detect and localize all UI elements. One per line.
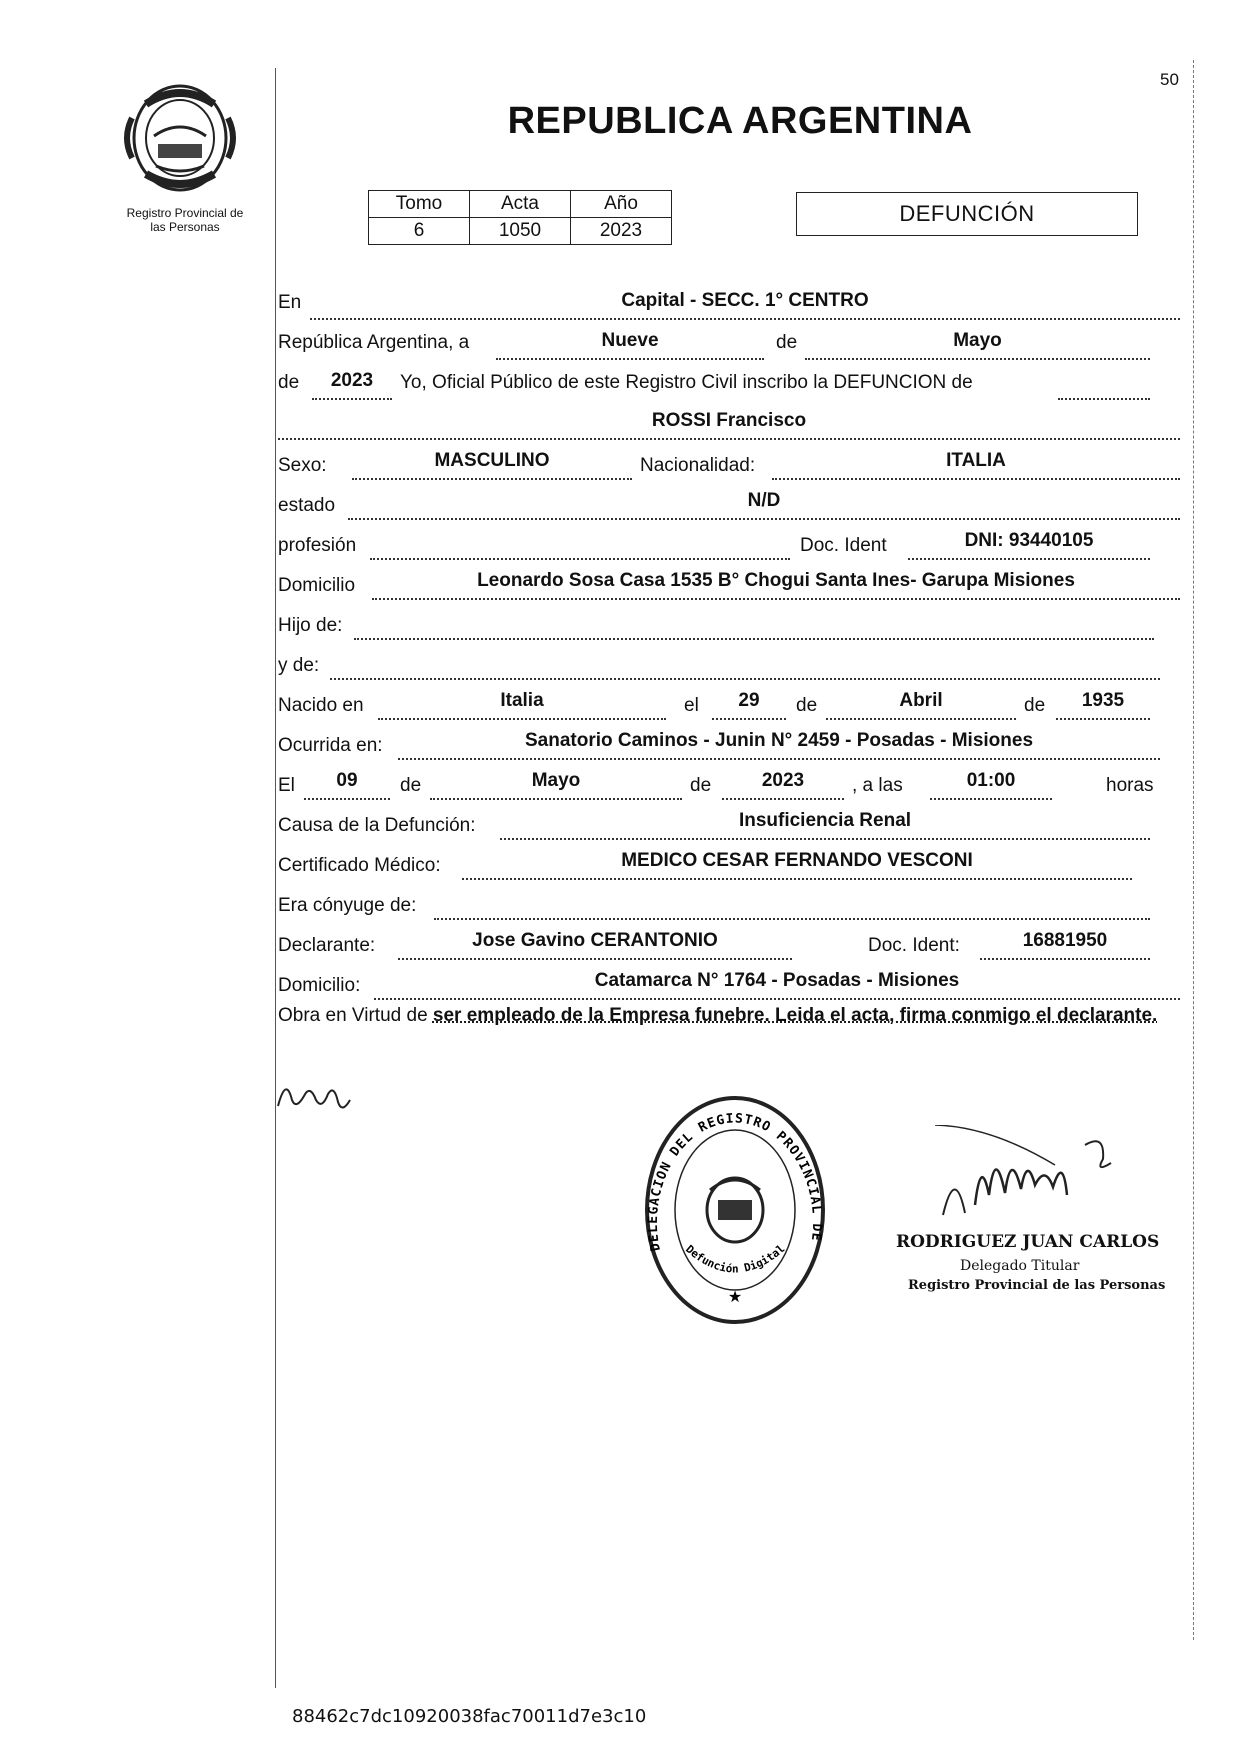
nac-anio-value: 1935 (1081, 690, 1125, 711)
anio-header: Año (571, 191, 672, 218)
doc-label: Doc. Ident (800, 535, 887, 556)
horas-label: horas (1106, 775, 1154, 796)
sexo-value: MASCULINO (434, 450, 550, 471)
signer-role: Delegado Titular (960, 1258, 1080, 1274)
decl-domicilio-value: Catamarca N° 1764 - Posadas - Misiones (594, 970, 960, 991)
decl-doc-value: 16881950 (1022, 930, 1108, 951)
obra-text: ser empleado de la Empresa funebre. Leida el acta, firma conmigo el declarante. (432, 1005, 1158, 1026)
republica-label: República Argentina, a (278, 332, 470, 353)
en-label: En (278, 292, 302, 313)
document-hash: 88462c7dc10920038fac70011d7e3c10 (292, 1706, 647, 1727)
page-number: 50 (1160, 70, 1179, 89)
conyuge-line (434, 894, 1150, 920)
nac-dia-value: 29 (738, 690, 760, 711)
declarant-signature (272, 1070, 372, 1120)
conyuge-label: Era cónyuge de: (278, 895, 417, 916)
hora-value: 01:00 (966, 770, 1016, 791)
yde-line (330, 654, 1160, 680)
ocurrida-value: Sanatorio Caminos - Junin N° 2459 - Posadas - Misiones (524, 730, 1034, 751)
page-title: REPUBLICA ARGENTINA (507, 100, 973, 142)
def-dia-value: 09 (336, 770, 358, 791)
de-label: de (776, 332, 798, 353)
profesion-line (370, 534, 790, 560)
mes-value: Mayo (953, 330, 1002, 351)
en-value: Capital - SECC. 1° CENTRO (621, 290, 869, 311)
decl-domicilio-label: Domicilio: (278, 975, 361, 996)
def-anio-value: 2023 (761, 770, 805, 791)
nacionalidad-label: Nacionalidad: (640, 455, 756, 476)
provincial-seal-logo (118, 78, 248, 196)
profesion-label: profesión (278, 535, 357, 556)
estado-label: estado (278, 495, 336, 516)
certificado-value: MEDICO CESAR FERNANDO VESCONI (621, 850, 973, 871)
nac-mes-value: Abril (899, 690, 943, 711)
nacido-label: Nacido en (278, 695, 364, 716)
def-mes-value: Mayo (531, 770, 581, 791)
record-type-box: DEFUNCIÓN (796, 192, 1138, 236)
signer-org: Registro Provincial de las Personas (908, 1278, 1166, 1293)
stamp-text: DELEGACION DEL REGISTRO PROVINCIAL DE (645, 1111, 825, 1253)
svg-text:Defunción Digital (683, 1242, 787, 1275)
svg-text:★: ★ (727, 1287, 743, 1306)
nombre-value: ROSSI Francisco (651, 410, 807, 431)
causa-value: Insuficiencia Renal (738, 810, 912, 831)
signer-name: RODRIGUEZ JUAN CARLOS (896, 1232, 1160, 1252)
svg-text:DELEGACION DEL REGISTRO PROVIN (640, 1090, 824, 1252)
anio-value: 2023 (571, 218, 672, 245)
tomo-header: Tomo (369, 191, 470, 218)
left-margin-line (275, 68, 276, 1688)
org-caption-line1: Registro Provincial de (126, 206, 244, 220)
declarante-value: Jose Gavino CERANTONIO (472, 930, 718, 951)
def-de-label: de (400, 775, 422, 796)
org-caption-line2: las Personas (150, 220, 220, 234)
domicilio-value: Leonardo Sosa Casa 1535 B° Chogui Santa Ines- Garupa Misiones (477, 570, 1075, 591)
def-de2-label: de (690, 775, 712, 796)
domicilio-label: Domicilio (278, 575, 356, 596)
estado-value: N/D (747, 490, 781, 511)
anio-value: 2023 (330, 370, 374, 391)
registrar-signature (935, 1125, 1145, 1235)
org-caption (100, 206, 270, 234)
acta-header: Acta (470, 191, 571, 218)
el-label: el (684, 695, 699, 716)
official-stamp (640, 1090, 830, 1330)
yo-text: Yo, Oficial Público de este Registro Civil inscribo la DEFUNCION de (400, 372, 973, 393)
causa-label: Causa de la Defunción: (278, 815, 476, 836)
tomo-value: 6 (369, 218, 470, 245)
nac-de-label: de (796, 695, 818, 716)
el2-label: El (278, 775, 295, 796)
decl-doc-label: Doc. Ident: (868, 935, 960, 956)
obra-prefix: Obra en Virtud de (278, 1005, 428, 1026)
ocurrida-label: Ocurrida en: (278, 735, 383, 756)
hijo-line (354, 614, 1154, 640)
right-margin-line (1193, 60, 1194, 1640)
de2-label: de (278, 372, 300, 393)
obra-paragraph (278, 1003, 1180, 1029)
yo-line (1058, 374, 1150, 400)
nacido-value: Italia (500, 690, 544, 711)
yde-label: y de: (278, 655, 320, 676)
certificado-label: Certificado Médico: (278, 855, 441, 876)
dia-value: Nueve (601, 330, 659, 351)
nac-de2-label: de (1024, 695, 1046, 716)
acta-value: 1050 (470, 218, 571, 245)
alas-label: , a las (852, 775, 903, 796)
sexo-label: Sexo: (278, 455, 327, 476)
nacionalidad-value: ITALIA (946, 450, 1006, 471)
declarante-label: Declarante: (278, 935, 376, 956)
stamp-inner-text: Defunción Digital (683, 1242, 788, 1276)
doc-value: DNI: 93440105 (964, 530, 1094, 551)
record-table (368, 190, 672, 245)
hijo-label: Hijo de: (278, 615, 343, 636)
